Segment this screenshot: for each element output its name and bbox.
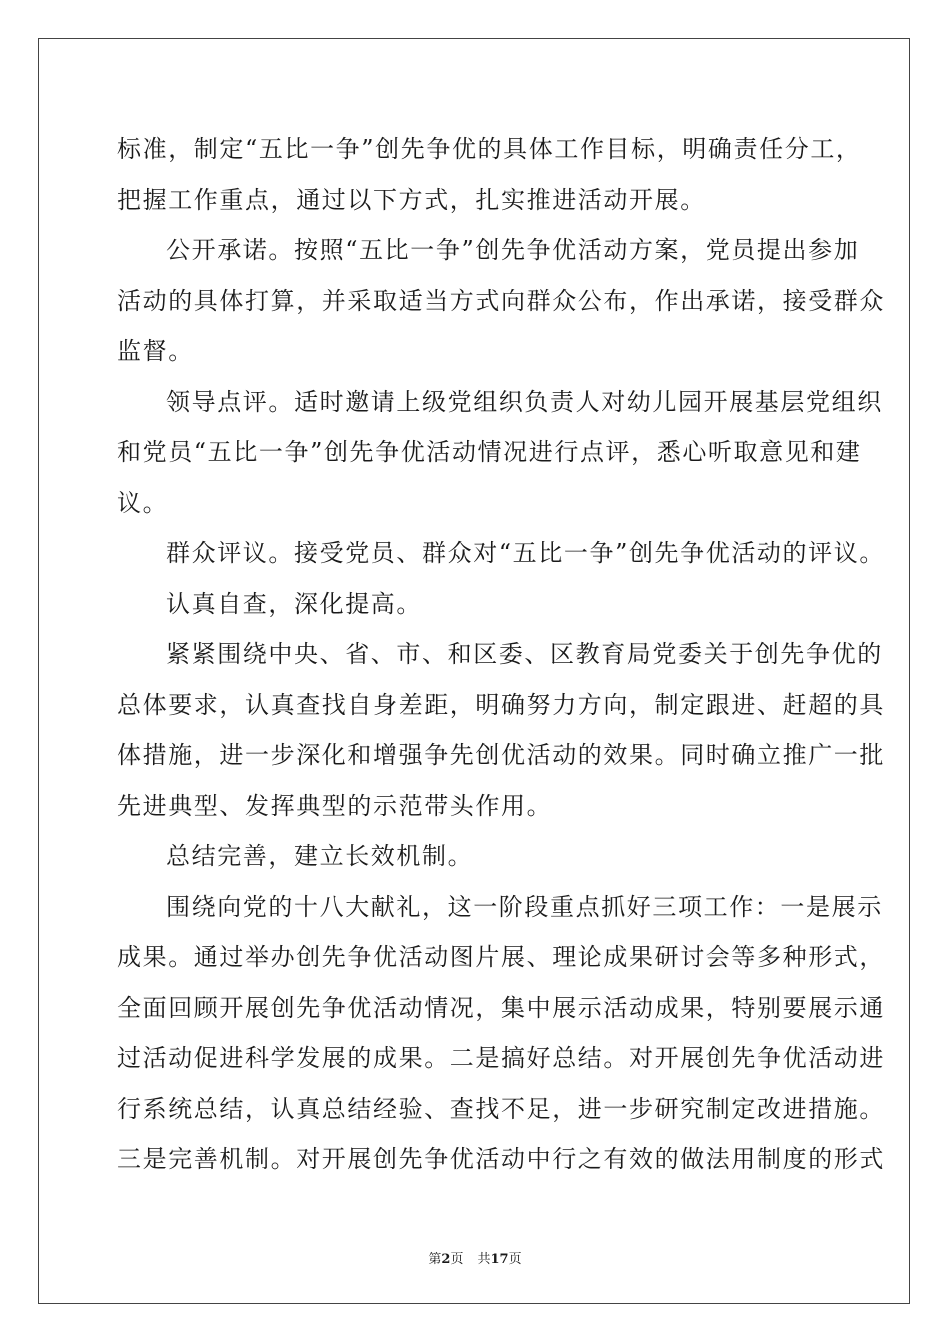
- total-pages: 17: [490, 1252, 509, 1267]
- total-prefix: 共: [477, 1252, 491, 1267]
- text-line: 标准，制定“五比一争”创先争优的具体工作目标，明确责任分工，: [117, 135, 862, 163]
- text-line: 成果。通过举办创先争优活动图片展、理论成果研讨会等多种形式，: [117, 943, 885, 971]
- text-line: 三是完善机制。对开展创先争优活动中行之有效的做法用制度的形式: [117, 1145, 885, 1173]
- paragraph-start: 围绕向党的十八大献礼，这一阶段重点抓好三项工作：一是展示: [166, 892, 883, 921]
- paragraph-start: 群众评议。接受党员、群众对“五比一争”创先争优活动的评议。: [166, 539, 885, 567]
- text-line: 监督。: [117, 337, 194, 365]
- document-body: [117, 124, 885, 1185]
- text-line: 把握工作重点，通过以下方式，扎实推进活动开展。: [117, 185, 706, 214]
- paragraph-start: 紧紧围绕中央、省、市、和区委、区教育局党委关于创先争优的: [166, 640, 883, 668]
- page-number: 2: [441, 1252, 451, 1267]
- text-line: 总体要求，认真查找自身差距，明确努力方向，制定跟进、赶超的具: [117, 690, 885, 719]
- text-line: 议。: [117, 488, 169, 517]
- section-heading: 认真自查，深化提高。: [166, 589, 422, 618]
- page-prefix: 第: [428, 1252, 442, 1267]
- text-line: 和党员“五比一争”创先争优活动情况进行点评，悉心听取意见和建: [117, 438, 862, 466]
- text-line: 先进典型、发挥典型的示范带头作用。: [117, 791, 553, 820]
- paragraph-start: 领导点评。适时邀请上级党组织负责人对幼儿园开展基层党组织: [166, 387, 883, 416]
- text-line: 行系统总结，认真总结经验、查找不足，进一步研究制定改进措施。: [117, 1094, 885, 1123]
- text-line: 体措施，进一步深化和增强争先创优活动的效果。同时确立推广一批: [117, 741, 885, 769]
- page-footer: [0, 1248, 950, 1267]
- section-heading: 总结完善，建立长效机制。: [166, 842, 474, 870]
- total-suffix: 页: [508, 1252, 522, 1267]
- text-line: 全面回顾开展创先争优活动情况，集中展示活动成果，特别要展示通: [117, 993, 885, 1022]
- paragraph-start: 公开承诺。按照“五比一争”创先争优活动方案，党员提出参加: [166, 236, 860, 264]
- page-suffix: 页: [450, 1252, 464, 1267]
- text-line: 活动的具体打算，并采取适当方式向群众公布，作出承诺，接受群众: [117, 286, 885, 315]
- text-line: 过活动促进科学发展的成果。二是搞好总结。对开展创先争优活动进: [117, 1044, 885, 1072]
